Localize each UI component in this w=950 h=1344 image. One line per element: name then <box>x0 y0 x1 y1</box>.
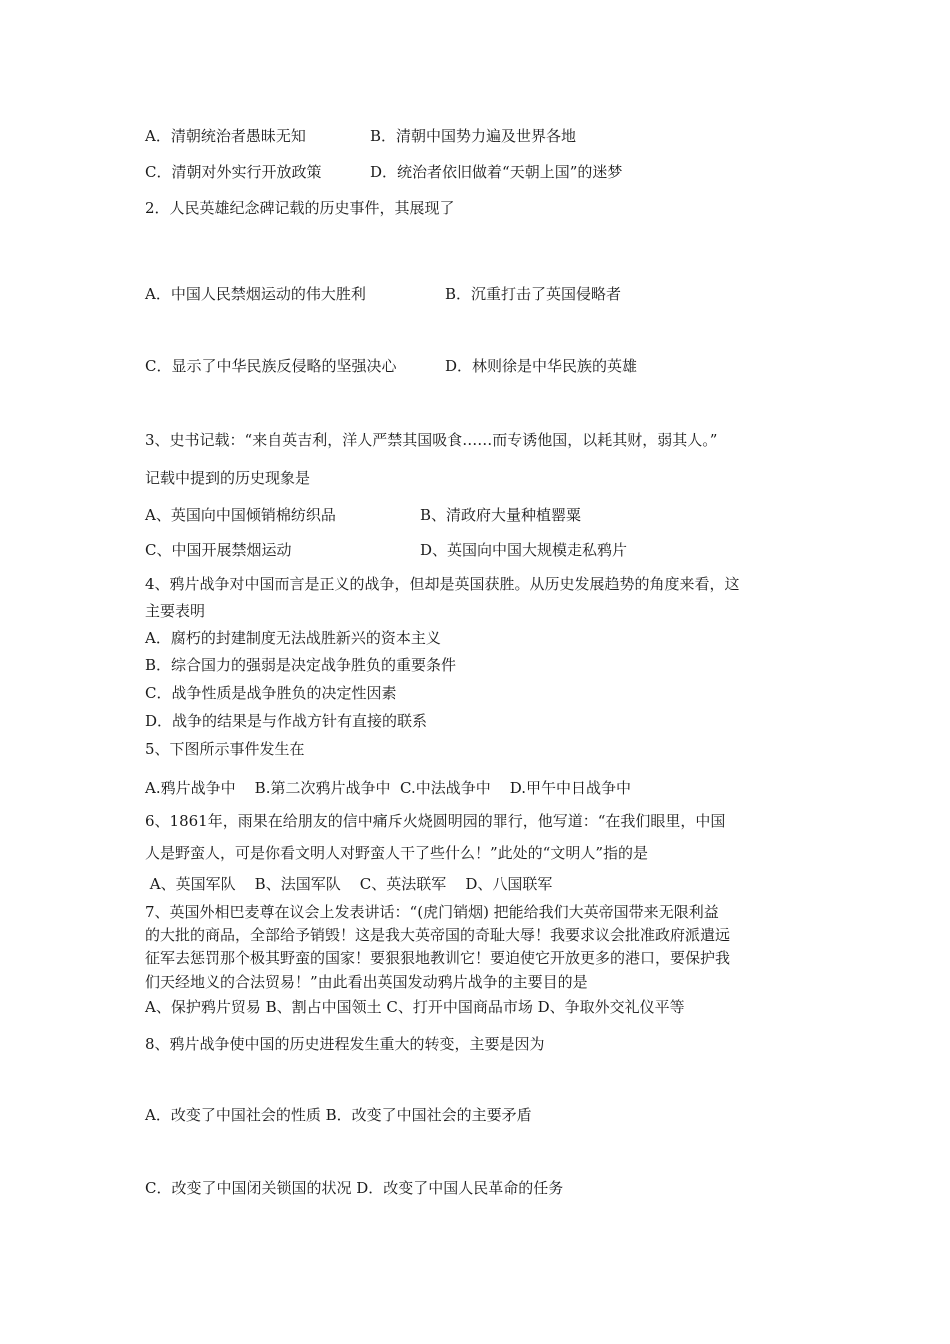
q7-stem-line-1: 7、英国外相巴麦尊在议会上发表讲话：“(虎门销烟) 把能给我们大英帝国带来无限利益 <box>145 903 719 921</box>
q5-stem: 5、下图所示事件发生在 <box>145 740 305 758</box>
q3-option-c: C、中国开展禁烟运动 <box>145 541 292 559</box>
q6-stem-line-2: 人是野蛮人，可是你看文明人对野蛮人干了些什么！”此处的“文明人”指的是 <box>145 844 649 862</box>
q2-option-a: A．中国人民禁烟运动的伟大胜利 <box>145 285 366 303</box>
q2-option-d: D．林则徐是中华民族的英雄 <box>445 357 638 375</box>
q2-option-b: B．沉重打击了英国侵略者 <box>445 285 622 303</box>
q7-stem-line-2: 的大批的商品，全部给予销毁！这是我大英帝国的奇耻大辱！我要求议会批准政府派遣远 <box>145 926 731 944</box>
q4-option-a: A．腐朽的封建制度无法战胜新兴的资本主义 <box>145 629 441 647</box>
q1-option-b: B．清朝中国势力遍及世界各地 <box>370 127 577 145</box>
q3-stem-line-1: 3、史书记载：“来自英吉利，洋人严禁其国吸食……而专诱他国，以耗其财，弱其人。” <box>145 431 718 449</box>
q1-option-c: C．清朝对外实行开放政策 <box>145 163 322 181</box>
q6-stem-line-1: 6、1861年，雨果在给朋友的信中痛斥火烧圆明园的罪行，他写道：“在我们眼里，中国 <box>145 812 726 830</box>
q3-option-d: D、英国向中国大规模走私鸦片 <box>420 541 628 559</box>
q1-option-d: D．统治者依旧做着“天朝上国”的迷梦 <box>370 163 623 181</box>
q8-stem: 8、鸦片战争使中国的历史进程发生重大的转变，主要是因为 <box>145 1035 545 1053</box>
q1-option-a: A．清朝统治者愚昧无知 <box>145 127 306 145</box>
q4-option-b: B．综合国力的强弱是决定战争胜负的重要条件 <box>145 656 457 674</box>
q4-option-c: C．战争性质是战争胜负的决定性因素 <box>145 684 397 702</box>
q7-stem-line-4: 们天经地义的合法贸易！”由此看出英国发动鸦片战争的主要目的是 <box>145 973 588 991</box>
q4-option-d: D．战争的结果是与作战方针有直接的联系 <box>145 712 428 730</box>
q8-options-ab: A．改变了中国社会的性质 B．改变了中国社会的主要矛盾 <box>145 1106 532 1124</box>
q2-option-c: C．显示了中华民族反侵略的坚强决心 <box>145 357 397 375</box>
q5-options: A.鸦片战争中 B.第二次鸦片战争中 C.中法战争中 D.甲午中日战争中 <box>145 779 632 797</box>
q7-options: A、保护鸦片贸易 B、割占中国领土 C、打开中国商品市场 D、争取外交礼仪平等 <box>145 998 685 1016</box>
q6-options: A、英国军队 B、法国军队 C、英法联军 D、八国联军 <box>145 875 553 893</box>
q3-stem-line-2: 记载中提到的历史现象是 <box>145 469 311 487</box>
q8-options-cd: C．改变了中国闭关锁国的状况 D．改变了中国人民革命的任务 <box>145 1179 564 1197</box>
q2-stem: 2．人民英雄纪念碑记载的历史事件，其展现了 <box>145 199 455 217</box>
q3-option-b: B、清政府大量种植罂粟 <box>420 506 582 524</box>
q4-stem-line-1: 4、鸦片战争对中国而言是正义的战争，但却是英国获胜。从历史发展趋势的角度来看，这 <box>145 575 740 593</box>
q7-stem-line-3: 征军去惩罚那个极其野蛮的国家！要狠狠地教训它！要迫使它开放更多的港口，要保护我 <box>145 949 731 967</box>
q3-option-a: A、英国向中国倾销棉纺织品 <box>145 506 336 524</box>
q4-stem-line-2: 主要表明 <box>145 602 206 620</box>
